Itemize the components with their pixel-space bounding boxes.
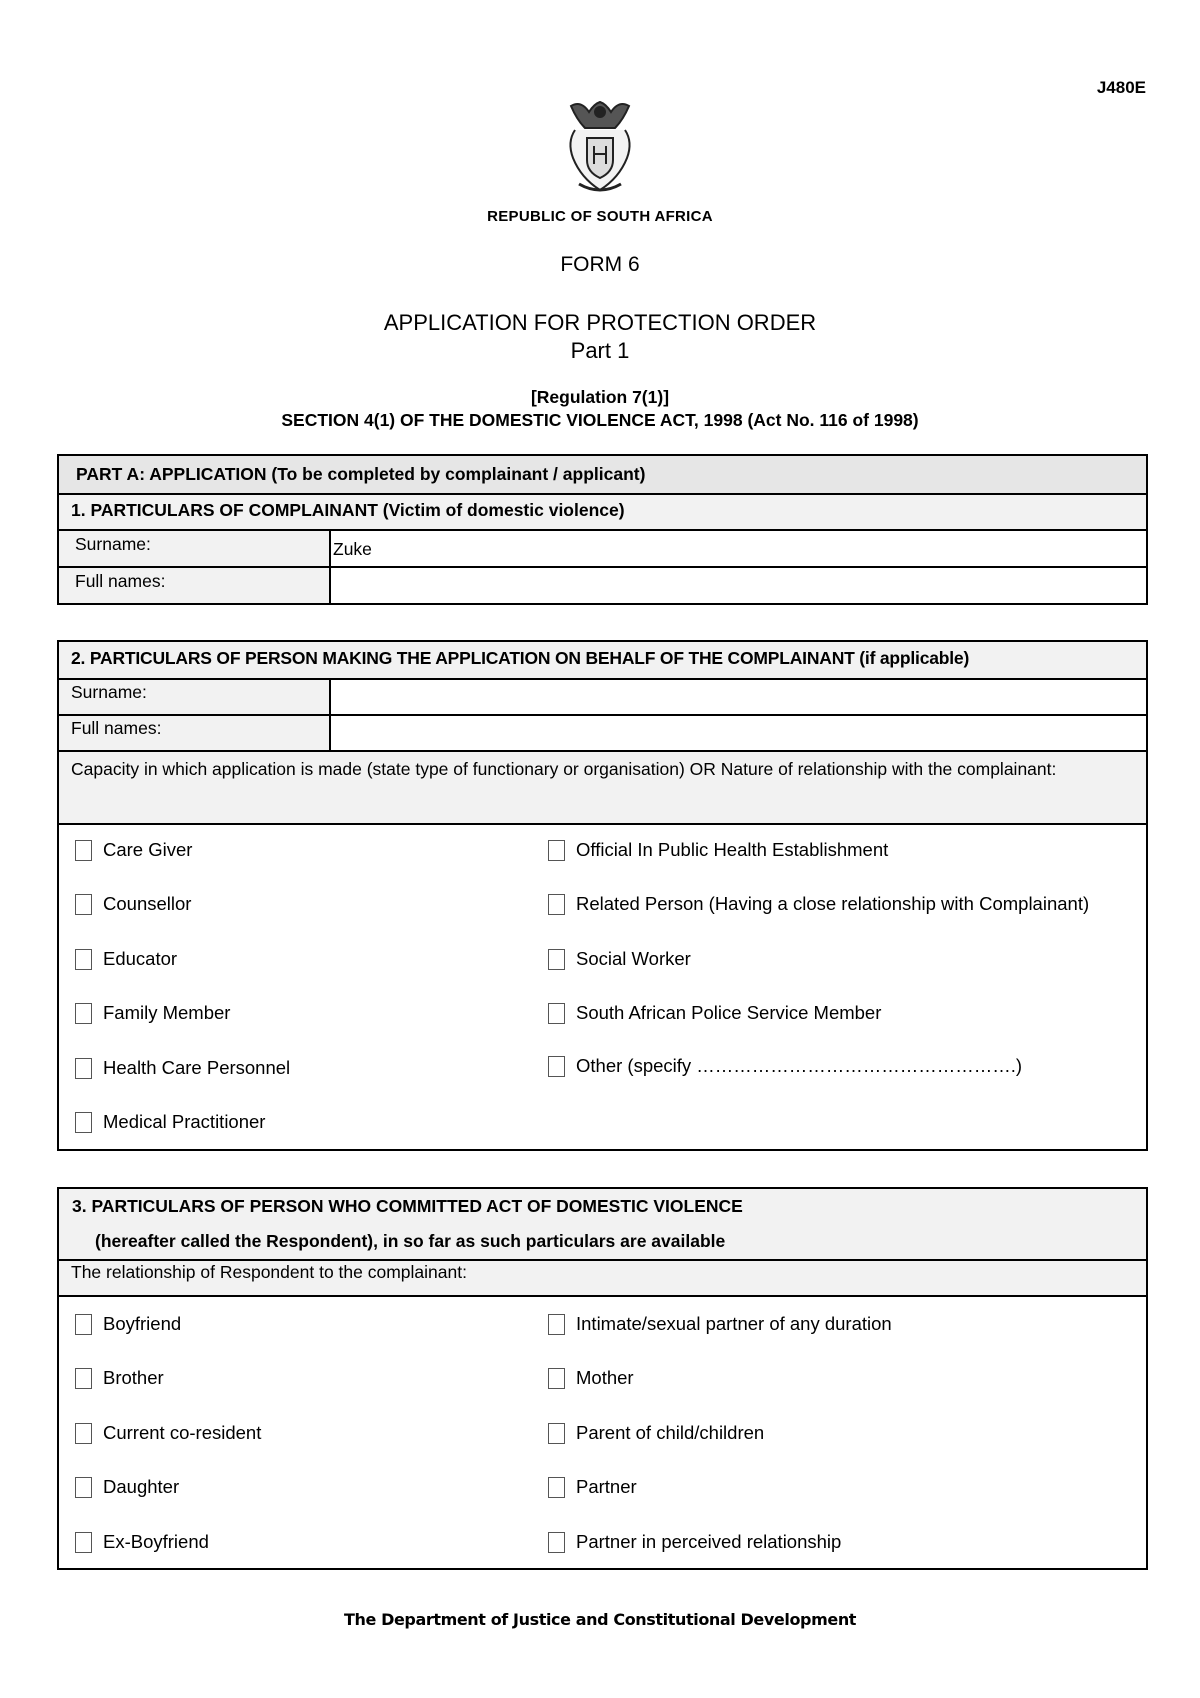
applicant-surname-label: Surname: [59, 680, 331, 714]
section-2-heading: 2. PARTICULARS OF PERSON MAKING THE APPLICATION ON BEHALF OF THE COMPLAINANT (if applicable) [59, 642, 1146, 680]
option-label: Boyfriend [103, 1313, 182, 1334]
regulation-ref: [Regulation 7(1)] [530, 387, 670, 407]
checkbox-icon[interactable] [548, 1368, 565, 1389]
option-educator[interactable] [75, 948, 177, 970]
form-number: FORM 6 [560, 253, 640, 276]
checkbox-icon[interactable] [548, 1314, 565, 1335]
option-social-worker[interactable] [548, 948, 691, 970]
option-brother[interactable] [75, 1367, 164, 1389]
option-ex-boyfriend[interactable] [75, 1531, 209, 1553]
checkbox-icon[interactable] [548, 1532, 565, 1553]
form-code: J480E [1096, 78, 1146, 97]
option-label: Partner in perceived relationship [576, 1531, 842, 1552]
country-name: REPUBLIC OF SOUTH AFRICA [487, 208, 713, 225]
checkbox-icon[interactable] [75, 1477, 92, 1498]
option-medical-practitioner[interactable] [75, 1111, 265, 1133]
option-label: Related Person (Having a close relationship with Complainant) [576, 893, 1090, 914]
checkbox-icon[interactable] [75, 1314, 92, 1335]
option-label: Intimate/sexual partner of any duration [576, 1313, 892, 1334]
complainant-fullnames-row [59, 568, 1146, 603]
section-3-heading-line2: (hereafter called the Respondent), in so far as such particulars are available [95, 1231, 726, 1251]
checkbox-icon[interactable] [548, 840, 565, 861]
applicant-fullnames-label: Full names: [59, 716, 331, 750]
form-title: APPLICATION FOR PROTECTION ORDER [383, 310, 817, 335]
checkbox-icon[interactable] [75, 1003, 92, 1024]
checkbox-icon[interactable] [75, 1423, 92, 1444]
section-3-heading [59, 1189, 1146, 1261]
option-health-care-personnel[interactable] [75, 1057, 290, 1079]
option-label: Care Giver [103, 839, 193, 860]
checkbox-icon[interactable] [548, 894, 565, 915]
option-label: Educator [103, 948, 178, 969]
checkbox-icon[interactable] [75, 1368, 92, 1389]
option-partner[interactable] [548, 1476, 637, 1498]
option-counsellor[interactable] [75, 893, 191, 915]
checkbox-icon[interactable] [548, 949, 565, 970]
option-intimate-partner[interactable] [548, 1313, 892, 1335]
part-a-heading: PART A: APPLICATION (To be completed by complainant / applicant) [59, 456, 1146, 495]
checkbox-icon[interactable] [75, 1058, 92, 1079]
section-3-table [57, 1187, 1148, 1570]
section-2-table [57, 640, 1148, 1151]
option-label: Social Worker [576, 948, 691, 969]
section-1-table [57, 454, 1148, 605]
regulation-block [0, 386, 1200, 432]
option-label: Ex-Boyfriend [103, 1531, 209, 1552]
option-care-giver[interactable] [75, 839, 192, 861]
checkbox-icon[interactable] [75, 894, 92, 915]
option-saps-member[interactable] [548, 1002, 881, 1024]
complainant-fullnames-field[interactable] [331, 568, 1146, 603]
option-other-specify[interactable] [548, 1055, 1022, 1077]
option-label: Brother [103, 1367, 164, 1388]
option-label: Health Care Personnel [103, 1057, 291, 1078]
checkbox-icon[interactable] [75, 1532, 92, 1553]
checkbox-icon[interactable] [75, 949, 92, 970]
complainant-surname-field[interactable]: Zuke [333, 539, 372, 559]
option-label: Current co-resident [103, 1422, 262, 1443]
complainant-surname-row [59, 531, 1146, 568]
option-label: Official In Public Health Establishment [576, 839, 889, 860]
capacity-options [59, 825, 1146, 1147]
complainant-fullnames-label: Full names: [59, 568, 331, 603]
option-label: Daughter [103, 1476, 180, 1497]
form-part: Part 1 [570, 338, 630, 363]
option-official-public-health[interactable] [548, 839, 888, 861]
applicant-fullnames-field[interactable] [331, 716, 1146, 750]
option-current-co-resident[interactable] [75, 1422, 261, 1444]
checkbox-icon[interactable] [548, 1477, 565, 1498]
checkbox-icon[interactable] [75, 1112, 92, 1133]
option-partner-perceived[interactable] [548, 1531, 841, 1553]
option-parent-of-child[interactable] [548, 1422, 764, 1444]
act-section: SECTION 4(1) OF THE DOMESTIC VIOLENCE ACT, 1998 (Act No. 116 of 1998) [281, 410, 919, 430]
option-label: Mother [576, 1367, 634, 1388]
option-label: Medical Practitioner [103, 1111, 266, 1132]
option-label: Other (specify …………………………………………….) [576, 1055, 1023, 1076]
section-1-heading: 1. PARTICULARS OF COMPLAINANT (Victim of domestic violence) [59, 495, 1146, 531]
option-daughter[interactable] [75, 1476, 179, 1498]
checkbox-icon[interactable] [548, 1003, 565, 1024]
capacity-label: Capacity in which application is made (state type of functionary or organisation) OR Nature of relationship with the complainant: [59, 752, 1146, 825]
option-family-member[interactable] [75, 1002, 230, 1024]
checkbox-icon[interactable] [548, 1423, 565, 1444]
option-label: Parent of child/children [576, 1422, 765, 1443]
option-label: South African Police Service Member [576, 1002, 882, 1023]
complainant-surname-label: Surname: [59, 531, 331, 566]
option-boyfriend[interactable] [75, 1313, 181, 1335]
option-label: Partner [576, 1476, 637, 1497]
option-mother[interactable] [548, 1367, 634, 1389]
relationship-label: The relationship of Respondent to the complainant: [59, 1261, 1146, 1297]
department-footer: The Department of Justice and Constitutional Development [343, 1610, 857, 1629]
applicant-surname-field[interactable] [331, 680, 1146, 714]
option-label: Family Member [103, 1002, 231, 1023]
option-related-person[interactable] [548, 893, 1089, 915]
checkbox-icon[interactable] [75, 840, 92, 861]
relationship-options [59, 1297, 1146, 1568]
coat-of-arms-icon [561, 98, 639, 198]
form-title-block [0, 309, 1200, 365]
checkbox-icon[interactable] [548, 1056, 565, 1077]
section-3-heading-line1: 3. PARTICULARS OF PERSON WHO COMMITTED ACT OF DOMESTIC VIOLENCE [72, 1196, 743, 1216]
applicant-surname-row [59, 680, 1146, 716]
applicant-fullnames-row [59, 716, 1146, 752]
option-label: Counsellor [103, 893, 192, 914]
